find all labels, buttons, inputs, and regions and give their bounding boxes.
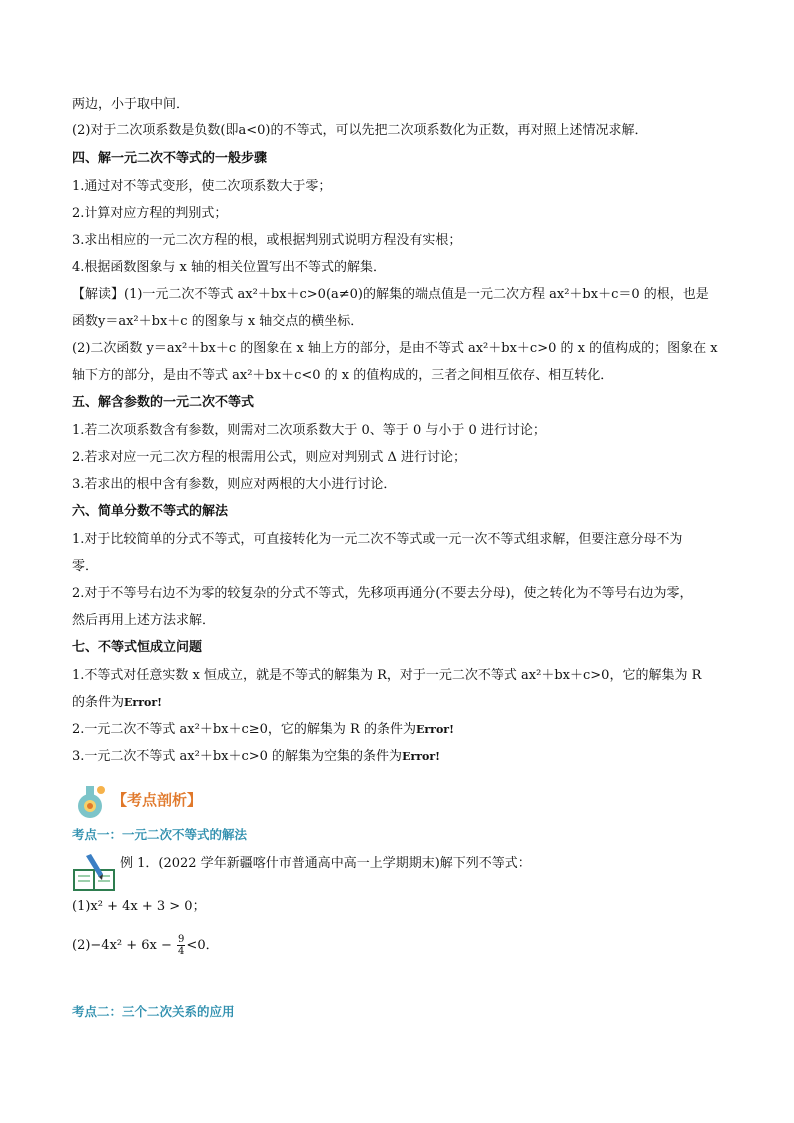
- example-question-2: [72, 932, 724, 960]
- section-heading-6: 六、简单分数不等式的解法: [72, 504, 229, 519]
- text-line: (2)二次函数 y＝ax²＋bx＋c 的图象在 x 轴上方的部分，是由不等式 ax²＋bx＋c>0 的 x 的值构成的；图象在 x: [72, 341, 718, 356]
- text-line: [72, 694, 724, 712]
- text-fragment: 的条件为: [72, 695, 125, 710]
- text-line: 2.对于不等号右边不为零的较复杂的分式不等式，先移项再通分(不要去分母)，使之转化为不等号右边为零，: [72, 586, 693, 601]
- text-line: 1.若二次项系数含有参数，则需对二次项系数大于 0、等于 0 与小于 0 进行讨论；: [72, 423, 546, 438]
- text-line: [72, 748, 724, 766]
- section-heading-5: 五、解含参数的一元二次不等式: [72, 395, 255, 410]
- text-line: 1.通过对不等式变形，使二次项系数大于零；: [72, 179, 332, 194]
- fraction: [177, 934, 185, 957]
- example-question-1: (1)x² + 4x + 3 > 0；: [72, 899, 206, 914]
- book-pencil-icon: [72, 852, 118, 892]
- example-label: 例 1．(2022 学年新疆喀什市普通高中高一上学期期末)解下列不等式：: [120, 856, 531, 871]
- text-line: 轴下方的部分，是由不等式 ax²＋bx＋c<0 的 x 的值构成的，三者之间相互依存、相互转化．: [72, 368, 614, 383]
- text-line: [72, 721, 724, 739]
- error-field: Error!: [124, 696, 162, 709]
- error-field: Error!: [402, 750, 440, 763]
- fraction-numerator: 9: [178, 934, 185, 945]
- text-fragment: 3.一元二次不等式 ax²＋bx＋c>0 的解集为空集的条件为: [72, 749, 403, 764]
- kaodian-heading-2: 考点二：三个二次关系的应用: [72, 1004, 235, 1019]
- text-line: 3.求出相应的一元二次方程的根，或根据判别式说明方程没有实根；: [72, 233, 462, 248]
- text-line: 1.对于比较简单的分式不等式，可直接转化为一元二次不等式或一元一次不等式组求解，但要注意分母不为: [72, 532, 683, 547]
- text-line: 1.不等式对任意实数 x 恒成立，就是不等式的解集为 R，对于一元二次不等式 ax²＋bx＋c>0，它的解集为 R: [72, 668, 702, 683]
- text-line: 【解读】(1)一元二次不等式 ax²＋bx＋c>0(a≠0)的解集的端点值是一元二次方程 ax²＋bx＋c＝0 的根，也是: [72, 287, 709, 302]
- text-line: 然后再用上述方法求解．: [72, 613, 216, 628]
- flask-icon: [70, 780, 110, 820]
- section-heading-7: 七、不等式恒成立问题: [72, 640, 203, 655]
- text-fragment: 2.一元二次不等式 ax²＋bx＋c≥0，它的解集为 R 的条件为: [72, 722, 416, 737]
- text-fragment: <0．: [186, 938, 219, 953]
- error-field: Error!: [415, 723, 454, 736]
- text-line: 3.若求出的根中含有参数，则应对两根的大小进行讨论．: [72, 477, 397, 492]
- text-line: 两边，小于取中间．: [72, 97, 190, 112]
- text-line: 2.若求对应一元二次方程的根需用公式，则应对判别式 Δ 进行讨论；: [72, 450, 467, 465]
- text-fragment: (2)−4x² + 6x −: [72, 938, 172, 953]
- text-line: 函数y＝ax²＋bx＋c 的图象与 x 轴交点的横坐标．: [72, 314, 364, 329]
- section-heading-4: 四、解一元二次不等式的一般步骤: [72, 151, 268, 166]
- text-line: 零．: [72, 559, 99, 574]
- text-line: 2.计算对应方程的判别式；: [72, 206, 228, 221]
- section-banner: [70, 780, 270, 820]
- kaodian-heading-1: 考点一：一元二次不等式的解法: [72, 827, 248, 842]
- text-line: (2)对于二次项系数是负数(即a<0)的不等式，可以先把二次项系数化为正数，再对照上述情况求解．: [72, 123, 648, 138]
- text-line: 4.根据函数图象与 x 轴的相关位置写出不等式的解集．: [72, 260, 386, 275]
- fraction-denominator: 4: [178, 946, 185, 957]
- banner-title: 【考点剖析】: [112, 791, 203, 809]
